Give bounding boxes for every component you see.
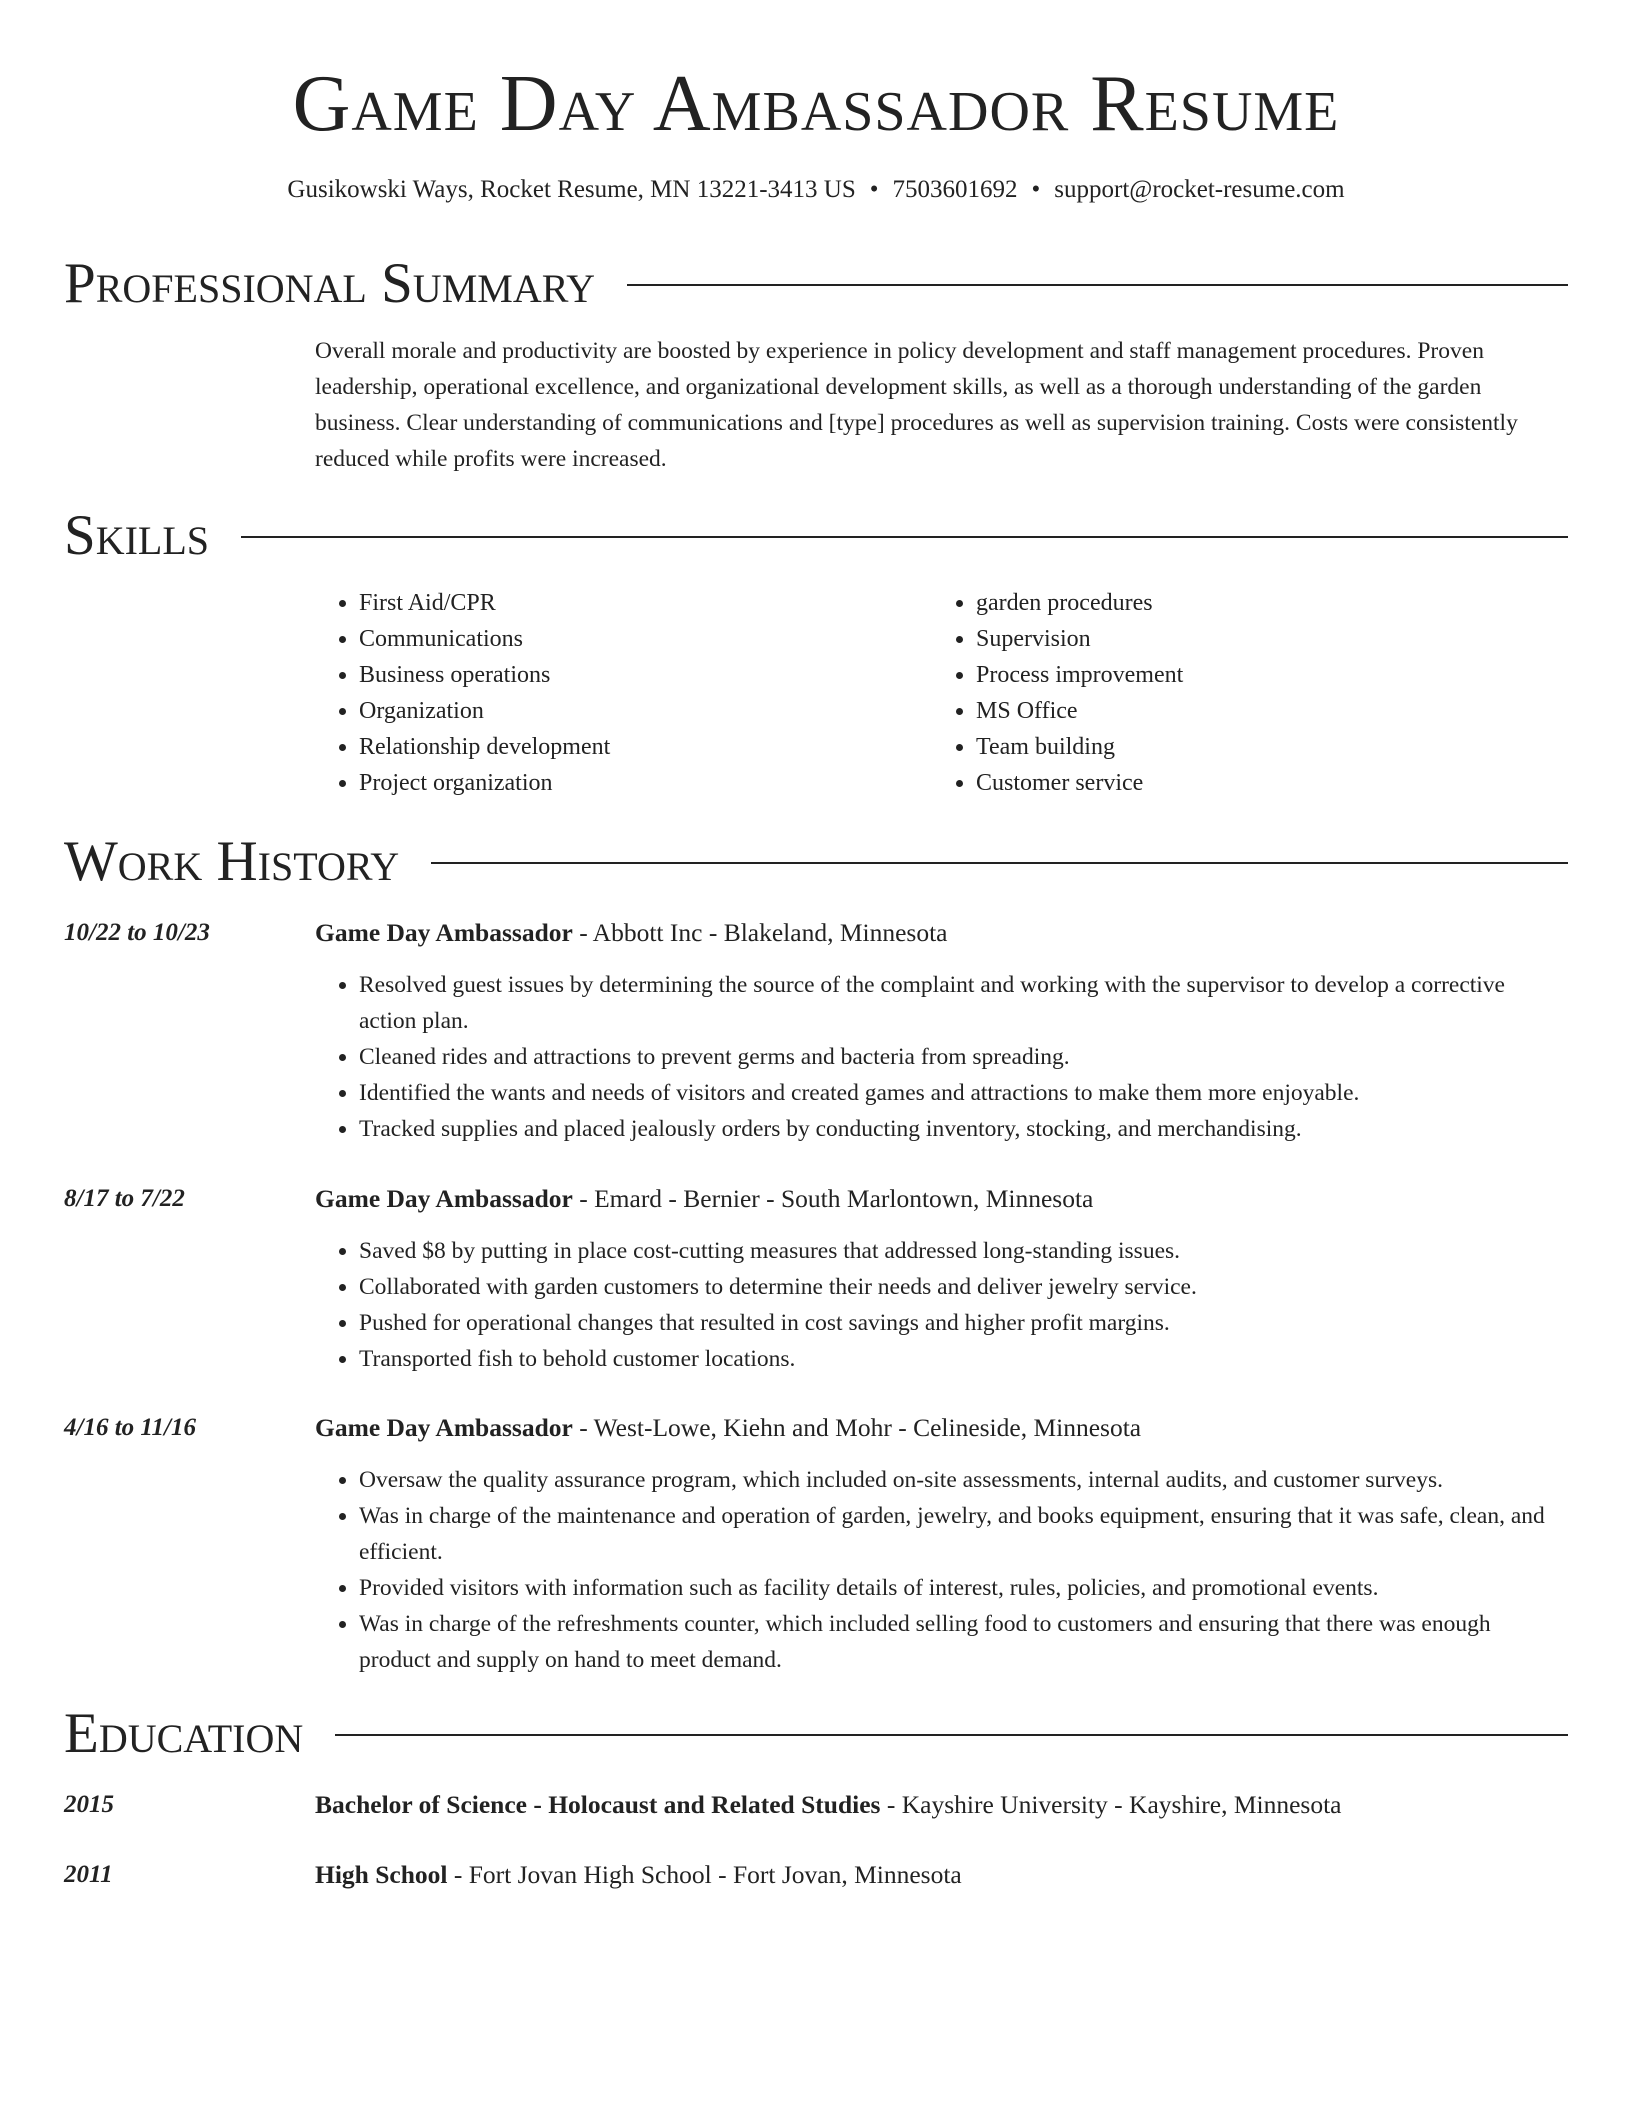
job-bullet: • Cleaned rides and attractions to prevent germs and bacteria from spreading.: [359, 1039, 1568, 1075]
skill-item: • Team building: [976, 729, 1549, 765]
resume-header: [0, 0, 1632, 204]
section-divider: [627, 284, 1568, 286]
address: Gusikowski Ways, Rocket Resume, MN 13221-3413 US: [287, 176, 856, 203]
section-divider: [335, 1734, 1568, 1736]
section-title: Professional Summary: [64, 252, 596, 315]
job-bullets: [315, 1233, 1568, 1377]
education-degree: Bachelor of Science - Holocaust and Related Studies: [315, 1790, 881, 1819]
job-bullet: • Was in charge of the maintenance and operation of garden, jewelry, and books equipment, ensuring that it was safe, clean, and efficient.: [359, 1498, 1568, 1570]
job-heading: [315, 1181, 1568, 1217]
job-title: Game Day Ambassador: [315, 1413, 573, 1442]
section-divider: [431, 862, 1568, 864]
section-header: [64, 251, 1568, 317]
skills-column-left: [315, 585, 932, 801]
work-history-section: [64, 829, 1568, 895]
job-dates: 8/17 to 7/22: [64, 1185, 185, 1212]
job-bullet: • Saved $8 by putting in place cost-cutting measures that addressed long-standing issues.: [359, 1233, 1568, 1269]
skill-item: • Relationship development: [359, 729, 932, 765]
section-title: Education: [64, 1702, 304, 1765]
job-dates: 10/22 to 10/23: [64, 919, 210, 946]
job-title: Game Day Ambassador: [315, 918, 573, 947]
skill-item: • Communications: [359, 621, 932, 657]
skill-item: • Project organization: [359, 765, 932, 801]
skill-item: • Customer service: [976, 765, 1549, 801]
job-bullets: [315, 967, 1568, 1147]
phone: 7503601692: [892, 176, 1018, 203]
skills-list: [315, 585, 1568, 801]
section-divider: [241, 536, 1568, 538]
job-bullets: [315, 1462, 1568, 1678]
summary-section: [64, 251, 1568, 477]
summary-text: Overall morale and productivity are boosted by experience in policy development and staff management procedures. Proven leadership, operational excellence, and organizational development skills, as well as a thorough understanding of the garden business. Clear understanding of communications and [type] procedures as well as supervision training. Costs were consistently reduced while profits were increased.: [315, 338, 1518, 472]
job-bullet: • Tracked supplies and placed jealously orders by conducting inventory, stocking, and merchandising.: [359, 1111, 1568, 1147]
education-year: 2015: [64, 1791, 114, 1818]
skill-item: • First Aid/CPR: [359, 585, 932, 621]
job-bullet: • Provided visitors with information such as facility details of interest, rules, policies, and promotional events.: [359, 1570, 1568, 1606]
job-heading: [315, 1410, 1568, 1446]
education-degree: High School: [315, 1860, 448, 1889]
skill-item: • Business operations: [359, 657, 932, 693]
job-bullet: • Was in charge of the refreshments counter, which included selling food to customers and ensuring that there was enough product and supply on hand to meet demand.: [359, 1606, 1568, 1678]
job-bullet: • Identified the wants and needs of visitors and created games and attractions to make them more enjoyable.: [359, 1075, 1568, 1111]
job-bullet: • Resolved guest issues by determining the source of the complaint and working with the supervisor to develop a corrective action plan.: [359, 967, 1568, 1039]
section-header: [64, 1701, 1568, 1767]
education-heading: [315, 1787, 1568, 1823]
job-bullet: • Collaborated with garden customers to determine their needs and deliver jewelry service.: [359, 1269, 1568, 1305]
job-entry: [64, 1410, 1568, 1678]
email: support@rocket-resume.com: [1054, 176, 1345, 203]
skill-item: • Organization: [359, 693, 932, 729]
contact-line: [0, 176, 1632, 204]
skill-item: • MS Office: [976, 693, 1549, 729]
education-entry: [64, 1857, 1568, 1893]
job-bullet: • Pushed for operational changes that resulted in cost savings and higher profit margins.: [359, 1305, 1568, 1341]
section-header: [64, 829, 1568, 895]
education-year: 2011: [64, 1861, 113, 1888]
contact-separator: •: [1031, 176, 1041, 203]
section-header: [64, 503, 1568, 569]
job-title: Game Day Ambassador: [315, 1184, 573, 1213]
job-entry: [64, 1181, 1568, 1377]
skills-column-right: [932, 585, 1549, 801]
section-title: Work History: [64, 830, 400, 893]
education-section: [64, 1701, 1568, 1767]
job-bullet: • Transported fish to behold customer locations.: [359, 1341, 1568, 1377]
education-school: - Fort Jovan High School - Fort Jovan, Minnesota: [447, 1860, 962, 1889]
education-entry: [64, 1787, 1568, 1823]
skill-item: • Supervision: [976, 621, 1549, 657]
section-title: Skills: [64, 504, 210, 567]
resume-title: Game Day Ambassador Resume: [292, 60, 1340, 148]
job-dates: 4/16 to 11/16: [64, 1414, 196, 1441]
job-entry: [64, 915, 1568, 1147]
skills-section: [64, 503, 1568, 801]
contact-separator: •: [869, 176, 879, 203]
job-heading: [315, 915, 1568, 951]
education-heading: [315, 1857, 1568, 1893]
job-employer: - Emard - Bernier - South Marlontown, Minnesota: [572, 1184, 1094, 1213]
job-employer: - West-Lowe, Kiehn and Mohr - Celineside, Minnesota: [572, 1413, 1142, 1442]
skill-item: • garden procedures: [976, 585, 1549, 621]
education-school: - Kayshire University - Kayshire, Minnesota: [880, 1790, 1342, 1819]
skill-item: • Process improvement: [976, 657, 1549, 693]
job-employer: - Abbott Inc - Blakeland, Minnesota: [572, 918, 948, 947]
job-bullet: • Oversaw the quality assurance program, which included on-site assessments, internal audits, and customer surveys.: [359, 1462, 1568, 1498]
